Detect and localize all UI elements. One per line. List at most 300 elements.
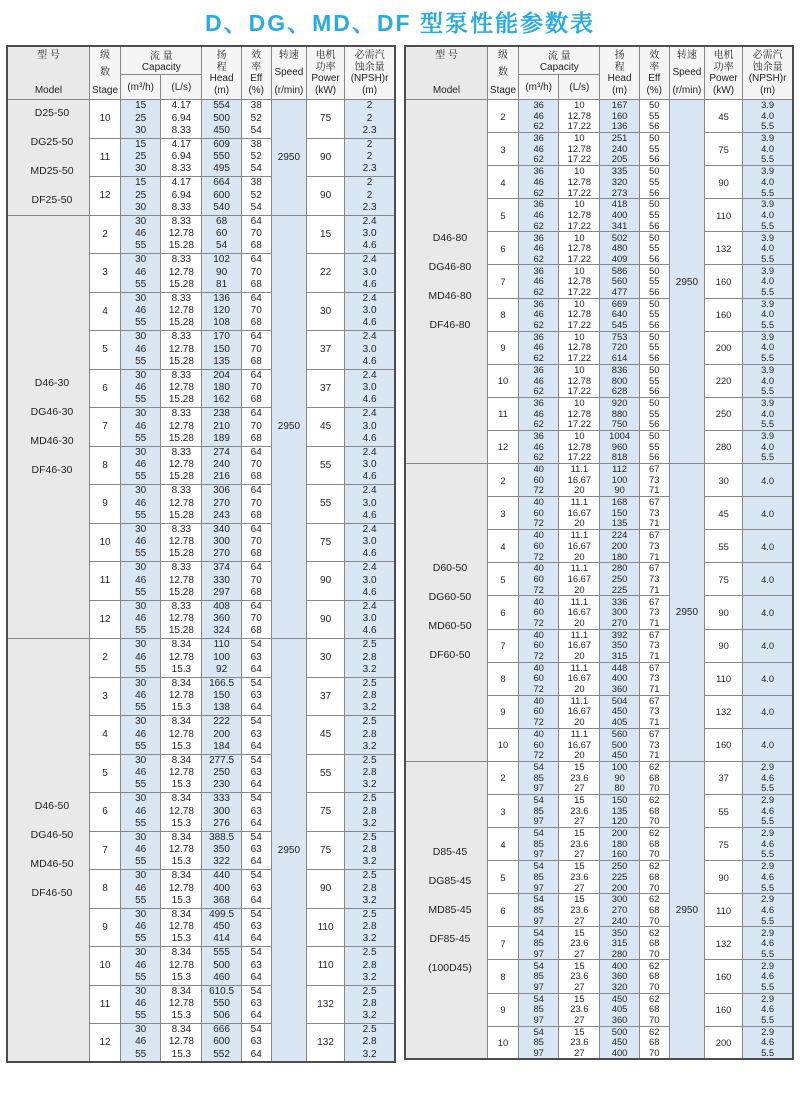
power-cell: 160 xyxy=(704,993,742,1026)
col-header-npsh: 必需汽 蚀余量 (NPSH)r (m) xyxy=(743,46,793,100)
head-cell: 920 880 750 xyxy=(600,397,639,430)
npsh-cell: 2.5 2.8 3.2 xyxy=(345,639,395,678)
power-cell: 160 xyxy=(704,298,742,331)
stage-cell: 9 xyxy=(487,695,518,728)
stage-cell: 6 xyxy=(487,596,518,629)
capacity-ls-cell: 8.34 12.78 15.3 xyxy=(161,985,202,1024)
col-header-ls: (L/s) xyxy=(161,75,202,100)
stage-cell: 11 xyxy=(487,397,518,430)
capacity-m3h-cell: 30 46 55 xyxy=(121,562,161,601)
capacity-ls-cell: 10 12.78 17.22 xyxy=(559,100,600,133)
npsh-cell: 2.4 3.0 4.6 xyxy=(345,408,395,447)
eff-cell: 50 55 56 xyxy=(639,397,669,430)
power-cell: 160 xyxy=(704,728,742,761)
eff-cell: 64 70 68 xyxy=(241,485,271,524)
capacity-m3h-cell: 30 46 55 xyxy=(121,908,161,947)
eff-cell: 54 63 64 xyxy=(241,716,271,755)
eff-cell: 64 70 68 xyxy=(241,523,271,562)
head-cell: 250 225 200 xyxy=(600,861,639,894)
npsh-cell: 4.0 xyxy=(743,728,793,761)
col-header-model: 型 号 Model xyxy=(7,46,89,100)
head-cell: 166.5 150 138 xyxy=(202,677,241,716)
model-name: D85-45 xyxy=(432,845,468,858)
model-name: DG60-50 xyxy=(428,591,472,604)
stage-cell: 8 xyxy=(487,662,518,695)
capacity-m3h-cell: 30 46 55 xyxy=(121,254,161,293)
eff-cell: 67 73 71 xyxy=(639,563,669,596)
capacity-ls-cell: 8.33 12.78 15.28 xyxy=(161,254,202,293)
col-header-eff: 效 率 Eff (%) xyxy=(241,46,271,100)
capacity-m3h-cell: 40 60 72 xyxy=(519,563,559,596)
head-cell: 100 90 80 xyxy=(600,761,639,794)
stage-cell: 4 xyxy=(89,716,120,755)
capacity-m3h-cell: 30 46 55 xyxy=(121,600,161,639)
head-cell: 392 350 315 xyxy=(600,629,639,662)
model-cell xyxy=(7,100,89,216)
capacity-m3h-cell: 30 46 55 xyxy=(121,793,161,832)
eff-cell: 62 68 70 xyxy=(639,861,669,894)
head-cell: 333 300 276 xyxy=(202,793,241,832)
pump-table-right xyxy=(404,45,794,1060)
eff-cell: 64 70 68 xyxy=(241,331,271,370)
col-header-ls: (L/s) xyxy=(559,75,600,100)
stage-cell: 6 xyxy=(89,793,120,832)
capacity-m3h-cell: 36 46 62 xyxy=(519,298,559,331)
capacity-m3h-cell: 30 46 55 xyxy=(121,1024,161,1063)
eff-cell: 54 63 64 xyxy=(241,831,271,870)
col-header-power: 电机 功率 Power (kW) xyxy=(704,46,742,100)
capacity-m3h-cell: 40 60 72 xyxy=(519,530,559,563)
capacity-m3h-cell: 54 85 97 xyxy=(519,1026,559,1059)
npsh-cell: 2.9 4.6 5.5 xyxy=(743,993,793,1026)
head-cell: 418 400 341 xyxy=(600,199,639,232)
head-cell: 306 270 243 xyxy=(202,485,241,524)
npsh-cell: 2.5 2.8 3.2 xyxy=(345,793,395,832)
capacity-ls-cell: 8.34 12.78 15.3 xyxy=(161,831,202,870)
npsh-cell: 3.9 4.0 5.5 xyxy=(743,100,793,133)
capacity-ls-cell: 15 23.6 27 xyxy=(559,894,600,927)
stage-cell: 4 xyxy=(487,828,518,861)
npsh-cell: 2.4 3.0 4.6 xyxy=(345,215,395,254)
eff-cell: 50 55 56 xyxy=(639,100,669,133)
power-cell: 90 xyxy=(306,870,344,909)
head-cell: 504 450 405 xyxy=(600,695,639,728)
eff-cell: 50 55 56 xyxy=(639,331,669,364)
capacity-ls-cell: 10 12.78 17.22 xyxy=(559,265,600,298)
capacity-ls-cell: 15 23.6 27 xyxy=(559,993,600,1026)
npsh-cell: 3.9 4.0 5.5 xyxy=(743,331,793,364)
pump-table-left xyxy=(6,45,396,1063)
capacity-ls-cell: 8.33 12.78 15.28 xyxy=(161,369,202,408)
head-cell: 836 800 628 xyxy=(600,364,639,397)
eff-cell: 54 63 64 xyxy=(241,793,271,832)
capacity-m3h-cell: 40 60 72 xyxy=(519,629,559,662)
npsh-cell: 2.9 4.6 5.5 xyxy=(743,927,793,960)
capacity-ls-cell: 8.34 12.78 15.3 xyxy=(161,870,202,909)
eff-cell: 64 70 68 xyxy=(241,292,271,331)
power-cell: 90 xyxy=(306,600,344,639)
head-cell: 500 450 400 xyxy=(600,1026,639,1059)
tables-container xyxy=(0,45,800,1063)
head-cell: 450 405 360 xyxy=(600,993,639,1026)
model-name: DF46-50 xyxy=(31,887,73,899)
stage-row xyxy=(7,100,395,139)
capacity-ls-cell: 8.34 12.78 15.3 xyxy=(161,1024,202,1063)
capacity-ls-cell: 11.1 16.67 20 xyxy=(559,464,600,497)
capacity-m3h-cell: 15 25 30 xyxy=(121,138,161,177)
npsh-cell: 3.9 4.0 5.5 xyxy=(743,397,793,430)
eff-cell: 64 70 68 xyxy=(241,369,271,408)
stage-cell: 2 xyxy=(487,100,518,133)
capacity-ls-cell: 10 12.78 17.22 xyxy=(559,430,600,463)
capacity-m3h-cell: 30 46 55 xyxy=(121,408,161,447)
stage-cell: 5 xyxy=(487,563,518,596)
eff-cell: 54 63 64 xyxy=(241,985,271,1024)
capacity-m3h-cell: 15 25 30 xyxy=(121,100,161,139)
stage-cell: 4 xyxy=(487,530,518,563)
speed-cell: 2950 xyxy=(669,464,704,762)
npsh-cell: 2.5 2.8 3.2 xyxy=(345,677,395,716)
stage-cell: 3 xyxy=(487,497,518,530)
speed-cell: 2950 xyxy=(271,215,306,639)
capacity-m3h-cell: 40 60 72 xyxy=(519,497,559,530)
capacity-ls-cell: 15 23.6 27 xyxy=(559,927,600,960)
npsh-cell: 2.5 2.8 3.2 xyxy=(345,1024,395,1063)
power-cell: 55 xyxy=(306,754,344,793)
power-cell: 37 xyxy=(704,761,742,794)
power-cell: 90 xyxy=(306,138,344,177)
eff-cell: 62 68 70 xyxy=(639,761,669,794)
power-cell: 90 xyxy=(704,596,742,629)
stage-cell: 7 xyxy=(89,831,120,870)
power-cell: 75 xyxy=(704,563,742,596)
stage-cell: 8 xyxy=(487,960,518,993)
eff-cell: 54 63 64 xyxy=(241,908,271,947)
stage-cell: 5 xyxy=(89,331,120,370)
npsh-cell: 2.5 2.8 3.2 xyxy=(345,908,395,947)
col-header-head: 扬 程 Head (m) xyxy=(202,46,241,100)
stage-cell: 7 xyxy=(487,629,518,662)
model-name: DF46-80 xyxy=(429,318,471,331)
capacity-ls-cell: 8.34 12.78 15.3 xyxy=(161,908,202,947)
capacity-ls-cell: 8.34 12.78 15.3 xyxy=(161,716,202,755)
head-cell: 68 60 54 xyxy=(202,215,241,254)
power-cell: 132 xyxy=(704,927,742,960)
model-name: MD46-30 xyxy=(30,434,74,447)
power-cell: 75 xyxy=(704,133,742,166)
head-cell: 251 240 205 xyxy=(600,133,639,166)
head-cell: 274 240 216 xyxy=(202,446,241,485)
col-header-stage: 级 数 Stage xyxy=(487,46,518,100)
eff-cell: 67 73 71 xyxy=(639,530,669,563)
stage-cell: 3 xyxy=(89,254,120,293)
table-header xyxy=(405,46,793,100)
model-name: DG46-50 xyxy=(30,829,74,841)
power-cell: 30 xyxy=(306,292,344,331)
power-cell: 37 xyxy=(306,677,344,716)
page-title: D、DG、MD、DF 型泵性能参数表 xyxy=(205,10,595,36)
model-cell xyxy=(405,464,487,762)
npsh-cell: 2 2 2.3 xyxy=(345,138,395,177)
stage-cell: 2 xyxy=(487,761,518,794)
stage-cell: 2 xyxy=(487,464,518,497)
capacity-m3h-cell: 30 46 55 xyxy=(121,292,161,331)
npsh-cell: 2.5 2.8 3.2 xyxy=(345,754,395,793)
power-cell: 75 xyxy=(306,100,344,139)
capacity-ls-cell: 8.33 12.78 15.28 xyxy=(161,292,202,331)
capacity-ls-cell: 8.34 12.78 15.3 xyxy=(161,947,202,986)
npsh-cell: 4.0 xyxy=(743,563,793,596)
stage-cell: 9 xyxy=(487,331,518,364)
capacity-ls-cell: 8.34 12.78 15.3 xyxy=(161,754,202,793)
capacity-m3h-cell: 40 60 72 xyxy=(519,464,559,497)
stage-cell: 8 xyxy=(487,298,518,331)
power-cell: 160 xyxy=(704,960,742,993)
model-name: (100D45) xyxy=(428,961,472,974)
power-cell: 55 xyxy=(704,530,742,563)
power-cell: 37 xyxy=(306,331,344,370)
capacity-ls-cell: 11.1 16.67 20 xyxy=(559,497,600,530)
speed-cell: 2950 xyxy=(271,639,306,1063)
npsh-cell: 2.4 3.0 4.6 xyxy=(345,369,395,408)
power-cell: 200 xyxy=(704,331,742,364)
npsh-cell: 2.9 4.6 5.5 xyxy=(743,828,793,861)
npsh-cell: 2.9 4.6 5.5 xyxy=(743,794,793,827)
capacity-m3h-cell: 36 46 62 xyxy=(519,397,559,430)
npsh-cell: 2.5 2.8 3.2 xyxy=(345,870,395,909)
head-cell: 502 480 409 xyxy=(600,232,639,265)
model-name: D25-50 xyxy=(34,107,70,120)
head-cell: 102 90 81 xyxy=(202,254,241,293)
power-cell: 37 xyxy=(306,369,344,408)
head-cell: 560 500 450 xyxy=(600,728,639,761)
npsh-cell: 4.0 xyxy=(743,629,793,662)
eff-cell: 50 55 56 xyxy=(639,199,669,232)
model-name: MD85-45 xyxy=(428,903,472,916)
model-name: MD46-50 xyxy=(30,858,74,870)
power-cell: 45 xyxy=(306,716,344,755)
capacity-m3h-cell: 15 25 30 xyxy=(121,177,161,216)
model-cell xyxy=(7,215,89,639)
capacity-ls-cell: 11.1 16.67 20 xyxy=(559,530,600,563)
capacity-m3h-cell: 36 46 62 xyxy=(519,166,559,199)
stage-cell: 4 xyxy=(89,292,120,331)
model-name: DG46-30 xyxy=(30,405,74,418)
power-cell: 132 xyxy=(704,695,742,728)
capacity-ls-cell: 10 12.78 17.22 xyxy=(559,133,600,166)
power-cell: 90 xyxy=(306,562,344,601)
stage-cell: 7 xyxy=(487,265,518,298)
npsh-cell: 2.5 2.8 3.2 xyxy=(345,831,395,870)
capacity-m3h-cell: 30 46 55 xyxy=(121,716,161,755)
speed-cell: 2950 xyxy=(271,100,306,216)
stage-cell: 12 xyxy=(89,1024,120,1063)
capacity-m3h-cell: 54 85 97 xyxy=(519,960,559,993)
model-name: D46-30 xyxy=(34,376,70,389)
eff-cell: 67 73 71 xyxy=(639,497,669,530)
head-cell: 204 180 162 xyxy=(202,369,241,408)
col-header-eff: 效 率 Eff (%) xyxy=(639,46,669,100)
stage-row xyxy=(405,100,793,133)
power-cell: 30 xyxy=(306,639,344,678)
head-cell: 280 250 225 xyxy=(600,563,639,596)
capacity-ls-cell: 8.33 12.78 15.28 xyxy=(161,331,202,370)
head-cell: 586 560 477 xyxy=(600,265,639,298)
stage-cell: 3 xyxy=(487,133,518,166)
stage-cell: 4 xyxy=(487,166,518,199)
capacity-ls-cell: 15 23.6 27 xyxy=(559,960,600,993)
npsh-cell: 2 2 2.3 xyxy=(345,100,395,139)
model-name: MD25-50 xyxy=(30,165,74,178)
npsh-cell: 4.0 xyxy=(743,662,793,695)
model-name: DF60-50 xyxy=(429,649,471,662)
npsh-cell: 3.9 4.0 5.5 xyxy=(743,133,793,166)
capacity-m3h-cell: 30 46 55 xyxy=(121,446,161,485)
stage-cell: 10 xyxy=(89,100,120,139)
npsh-cell: 2.4 3.0 4.6 xyxy=(345,292,395,331)
capacity-m3h-cell: 30 46 55 xyxy=(121,369,161,408)
capacity-m3h-cell: 40 60 72 xyxy=(519,728,559,761)
model-name: DG25-50 xyxy=(30,136,74,149)
col-header-m3h: (m³/h) xyxy=(519,75,559,100)
model-name: MD46-80 xyxy=(428,289,472,302)
power-cell: 200 xyxy=(704,1026,742,1059)
eff-cell: 67 73 71 xyxy=(639,464,669,497)
stage-row xyxy=(7,215,395,254)
power-cell: 132 xyxy=(306,985,344,1024)
eff-cell: 38 52 54 xyxy=(241,100,271,139)
head-cell: 388.5 350 322 xyxy=(202,831,241,870)
capacity-m3h-cell: 30 46 55 xyxy=(121,870,161,909)
eff-cell: 54 63 64 xyxy=(241,639,271,678)
capacity-m3h-cell: 36 46 62 xyxy=(519,364,559,397)
npsh-cell: 3.9 4.0 5.5 xyxy=(743,430,793,463)
power-cell: 132 xyxy=(704,232,742,265)
eff-cell: 67 73 71 xyxy=(639,728,669,761)
head-cell: 374 330 297 xyxy=(202,562,241,601)
eff-cell: 64 70 68 xyxy=(241,408,271,447)
stage-cell: 11 xyxy=(89,985,120,1024)
model-name: DF46-30 xyxy=(31,463,73,476)
eff-cell: 62 68 70 xyxy=(639,960,669,993)
power-cell: 45 xyxy=(306,408,344,447)
power-cell: 90 xyxy=(704,861,742,894)
head-cell: 448 400 360 xyxy=(600,662,639,695)
col-header-npsh: 必需汽 蚀余量 (NPSH)r (m) xyxy=(345,46,395,100)
stage-cell: 6 xyxy=(487,894,518,927)
npsh-cell: 3.9 4.0 5.5 xyxy=(743,166,793,199)
capacity-ls-cell: 8.33 12.78 15.28 xyxy=(161,523,202,562)
npsh-cell: 2.9 4.6 5.5 xyxy=(743,761,793,794)
npsh-cell: 2.4 3.0 4.6 xyxy=(345,562,395,601)
head-cell: 610.5 550 506 xyxy=(202,985,241,1024)
power-cell: 110 xyxy=(704,894,742,927)
stage-cell: 12 xyxy=(89,600,120,639)
model-name: DG46-80 xyxy=(428,260,472,273)
capacity-ls-cell: 10 12.78 17.22 xyxy=(559,232,600,265)
capacity-m3h-cell: 36 46 62 xyxy=(519,265,559,298)
capacity-ls-cell: 11.1 16.67 20 xyxy=(559,629,600,662)
npsh-cell: 2.9 4.6 5.5 xyxy=(743,960,793,993)
head-cell: 335 320 273 xyxy=(600,166,639,199)
power-cell: 75 xyxy=(306,831,344,870)
model-name: D60-50 xyxy=(432,562,468,575)
capacity-m3h-cell: 30 46 55 xyxy=(121,677,161,716)
npsh-cell: 2.4 3.0 4.6 xyxy=(345,331,395,370)
capacity-m3h-cell: 36 46 62 xyxy=(519,133,559,166)
stage-cell: 9 xyxy=(89,485,120,524)
head-cell: 170 150 135 xyxy=(202,331,241,370)
eff-cell: 50 55 56 xyxy=(639,364,669,397)
capacity-ls-cell: 10 12.78 17.22 xyxy=(559,199,600,232)
npsh-cell: 2.9 4.6 5.5 xyxy=(743,861,793,894)
model-name: DF85-45 xyxy=(429,932,471,945)
stage-row xyxy=(405,464,793,497)
stage-cell: 6 xyxy=(487,232,518,265)
head-cell: 336 300 270 xyxy=(600,596,639,629)
head-cell: 112 100 90 xyxy=(600,464,639,497)
capacity-ls-cell: 8.33 12.78 15.28 xyxy=(161,215,202,254)
head-cell: 277.5 250 230 xyxy=(202,754,241,793)
capacity-ls-cell: 4.17 6.94 8.33 xyxy=(161,138,202,177)
eff-cell: 50 55 56 xyxy=(639,133,669,166)
capacity-m3h-cell: 54 85 97 xyxy=(519,794,559,827)
capacity-ls-cell: 10 12.78 17.22 xyxy=(559,298,600,331)
capacity-ls-cell: 11.1 16.67 20 xyxy=(559,728,600,761)
head-cell: 167 160 136 xyxy=(600,100,639,133)
model-cell xyxy=(7,639,89,1063)
head-cell: 408 360 324 xyxy=(202,600,241,639)
capacity-m3h-cell: 36 46 62 xyxy=(519,232,559,265)
power-cell: 22 xyxy=(306,254,344,293)
power-cell: 75 xyxy=(306,793,344,832)
capacity-m3h-cell: 54 85 97 xyxy=(519,993,559,1026)
npsh-cell: 2.4 3.0 4.6 xyxy=(345,600,395,639)
stage-cell: 3 xyxy=(487,794,518,827)
capacity-m3h-cell: 36 46 62 xyxy=(519,430,559,463)
head-cell: 150 135 120 xyxy=(600,794,639,827)
head-cell: 440 400 368 xyxy=(202,870,241,909)
col-header-model: 型 号 Model xyxy=(405,46,487,100)
capacity-ls-cell: 11.1 16.67 20 xyxy=(559,662,600,695)
capacity-m3h-cell: 30 46 55 xyxy=(121,331,161,370)
power-cell: 280 xyxy=(704,430,742,463)
head-cell: 555 500 460 xyxy=(202,947,241,986)
eff-cell: 62 68 70 xyxy=(639,894,669,927)
npsh-cell: 4.0 xyxy=(743,530,793,563)
eff-cell: 62 68 70 xyxy=(639,828,669,861)
capacity-m3h-cell: 40 60 72 xyxy=(519,662,559,695)
capacity-m3h-cell: 30 46 55 xyxy=(121,215,161,254)
head-cell: 136 120 108 xyxy=(202,292,241,331)
capacity-ls-cell: 10 12.78 17.22 xyxy=(559,166,600,199)
head-cell: 669 640 545 xyxy=(600,298,639,331)
head-cell: 224 200 180 xyxy=(600,530,639,563)
power-cell: 55 xyxy=(704,794,742,827)
model-name: MD60-50 xyxy=(428,620,472,633)
npsh-cell: 4.0 xyxy=(743,464,793,497)
capacity-m3h-cell: 30 46 55 xyxy=(121,947,161,986)
power-cell: 90 xyxy=(306,177,344,216)
col-header-capacity: 流 量 Capacity xyxy=(519,46,600,75)
eff-cell: 54 63 64 xyxy=(241,1024,271,1063)
power-cell: 55 xyxy=(306,485,344,524)
power-cell: 90 xyxy=(704,166,742,199)
stage-cell: 7 xyxy=(487,927,518,960)
eff-cell: 62 68 70 xyxy=(639,1026,669,1059)
stage-cell: 11 xyxy=(89,562,120,601)
stage-cell: 10 xyxy=(89,523,120,562)
